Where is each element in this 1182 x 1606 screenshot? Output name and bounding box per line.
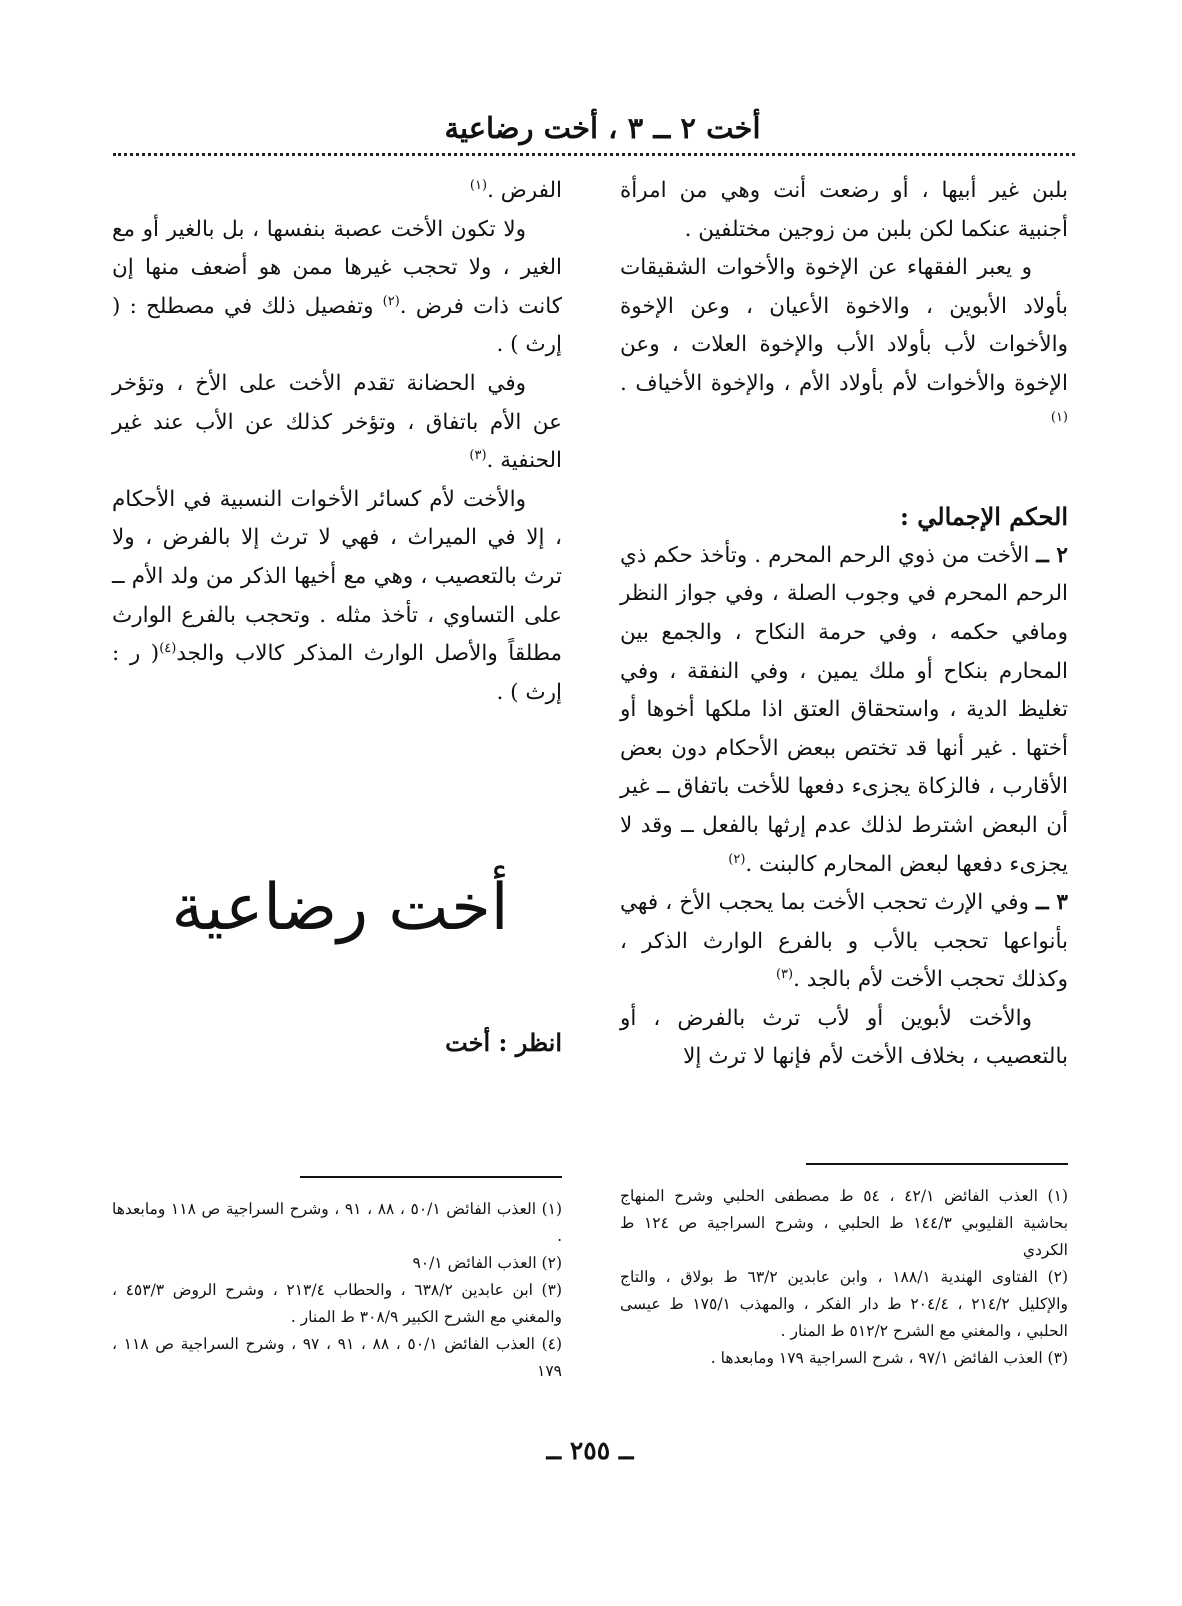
footnote-ref: (٢) [728, 851, 746, 867]
paragraph-number: ٣ ــ [1036, 890, 1068, 916]
see-also-reference: انظر : أخت [445, 1028, 562, 1057]
paragraph [112, 365, 562, 481]
footnote: (١) العذب الفائض ٥٠/١ ، ٨٨ ، ٩١ ، وشرح السراجية ص ١١٨ ومابعدها . [112, 1200, 563, 1245]
paragraph [620, 172, 1068, 249]
footnote-rule [806, 1163, 1068, 1165]
footnote: (٣) ابن عابدين ٦٣٨/٢ ، والحطاب ٢١٣/٤ ، وشرح الروض ٤٥٣/٣ ، والمغني مع الشرح الكبير ٣٠٨/٩ ط المنار . [112, 1281, 562, 1326]
paragraph-text: بلبن غير أبيها ، أو رضعت أنت وهي من امرأة أجنبية عنكما لكن بلبن من زوجين مختلفين . [620, 178, 1068, 242]
footnotes-left [112, 1196, 562, 1385]
paragraph-text: وتفصيل ذلك في مصطلح : ( إرث ) . [112, 293, 562, 358]
footnote: (٤) العذب الفائض ٥٠/١ ، ٨٨ ، ٩١ ، ٩٧ ، وشرح السراجية ص ١١٨ ، ١٧٩ [112, 1335, 563, 1380]
right-column [620, 172, 1068, 1077]
footnote-ref: (٣) [775, 967, 794, 983]
footnote: (١) العذب الفائض ٤٢/١ ، ٥٤ ط مصطفى الحلبي وشرح المنهاج بحاشية القليوبي ١٤٤/٣ ط الحلبي ، وشرح السراجية ص ١٢٤ ط الكردي [620, 1187, 1069, 1259]
entry-title: أخت رضاعية [171, 871, 509, 945]
numbered-paragraph [620, 537, 1068, 884]
section-heading: الحكم الإجمالي : [900, 502, 1068, 532]
paragraph [620, 249, 1068, 442]
paragraph-text: الأخت من ذوي الرحم المحرم . وتأخذ حكم ذي الرحم المحرم في وجوب الصلة ، وفي جواز النظر ومافي حكمه ، وفي حرمة النكاح ، والجمع بين المحارم بنكاح أو ملك يمين ، وفي النفقة ، وفي تغليظ الدية ، واستحقاق العتق اذا ملكها أخوها أو أختها . غير أنها قد تختص ببعض الأحكام دون بعض الأقارب ، فالزكاة يجزىء دفعها للأخت باتفاق ــ غير أن البعض اشترط لذلك عدم إرثها بالفعل ــ وقد لا يجزىء دفعها لبعض المحارم كالبنت . [620, 542, 1068, 877]
running-header: أخت ٢ ــ ٣ ، أخت رضاعية [444, 111, 761, 145]
footnote-ref: (٤) [159, 640, 177, 656]
paragraph-text: وفي الحضانة تقدم الأخت على الأخ ، وتؤخر عن الأم باتفاق ، وتؤخر كذلك عن الأب عند غير الحنفية . [112, 370, 562, 474]
paragraph-text: ( ر : إرث ) . [112, 641, 562, 705]
paragraph [112, 481, 562, 713]
paragraph-number: ٢ ــ [1036, 542, 1068, 568]
paragraph-text: وفي الإرث تحجب الأخت بما يحجب الأخ ، فهي بأنواعها تحجب بالأب و بالفرع الوارث الذكر ، وكذلك تحجب الأخت لأم بالجد . [620, 890, 1068, 993]
footnote: (٣) العذب الفائض ٩٧/١ ، شرح السراجية ١٧٩ ومابعدها . [710, 1349, 1068, 1367]
footnote: (٢) الفتاوى الهندية ١٨٨/١ ، وابن عابدين ٦٣/٢ ط بولاق ، والتاج والإكليل ٢١٤/٢ ، ٢٠٤/٤ ط دار الفكر ، والمهذب ١٧٥/١ ط عيسى الحلبي ، والمغني مع الشرح ٥١٢/٢ ط المنار . [620, 1268, 1069, 1340]
paragraph [112, 172, 562, 211]
paragraph [112, 211, 562, 365]
page-number: ــ ٢٥٥ ــ [546, 1436, 634, 1465]
header-dotted-rule [113, 153, 1075, 156]
paragraph-text: والأخت لأم كسائر الأخوات النسبية في الأحكام ، إلا في الميراث ، فهي لا ترث إلا بالفرض ، ولا ترث بالتعصيب ، وهي مع أخيها الذكر من ولد الأم ــ على التساوي ، تأخذ مثله . وتحجب بالفرع الوارث مطلقاً والأصل الوارث المذكر كالاب والجد [112, 486, 563, 667]
paragraph-text: و يعبر الفقهاء عن الإخوة والأخوات الشقيقات بأولاد الأبوين ، والاخوة الأعيان ، وعن الإخوة والأخوات لأب بأولاد الأب والإخوة العلات ، وعن الإخوة والأخوات لأم بأولاد الأم ، والإخوة الأخياف . [620, 255, 1068, 396]
footnote: (٢) العذب الفائض ٩٠/١ [412, 1254, 562, 1272]
paragraph-text: الفرض . [487, 178, 562, 203]
footnote-rule [300, 1176, 562, 1178]
footnotes-right [620, 1183, 1068, 1372]
paragraph-text: ولا تكون الأخت عصبة بنفسها ، بل بالغير أو مع الغير ، ولا تحجب غيرها ممن هو أضعف منها إن كانت ذات فرض . [112, 216, 562, 319]
footnote-ref: (٢) [382, 293, 400, 309]
numbered-paragraph [620, 884, 1068, 1000]
footnote-ref: (١) [469, 177, 488, 193]
footnote-ref: (١) [1050, 409, 1068, 425]
paragraph [620, 1000, 1068, 1077]
paragraph-text: والأخت لأبوين أو لأب ترث بالفرض ، أو بالتعصيب ، بخلاف الأخت لأم فإنها لا ترث إلا [620, 1005, 1068, 1070]
footnote-ref: (٣) [469, 448, 487, 463]
left-column [112, 172, 562, 712]
